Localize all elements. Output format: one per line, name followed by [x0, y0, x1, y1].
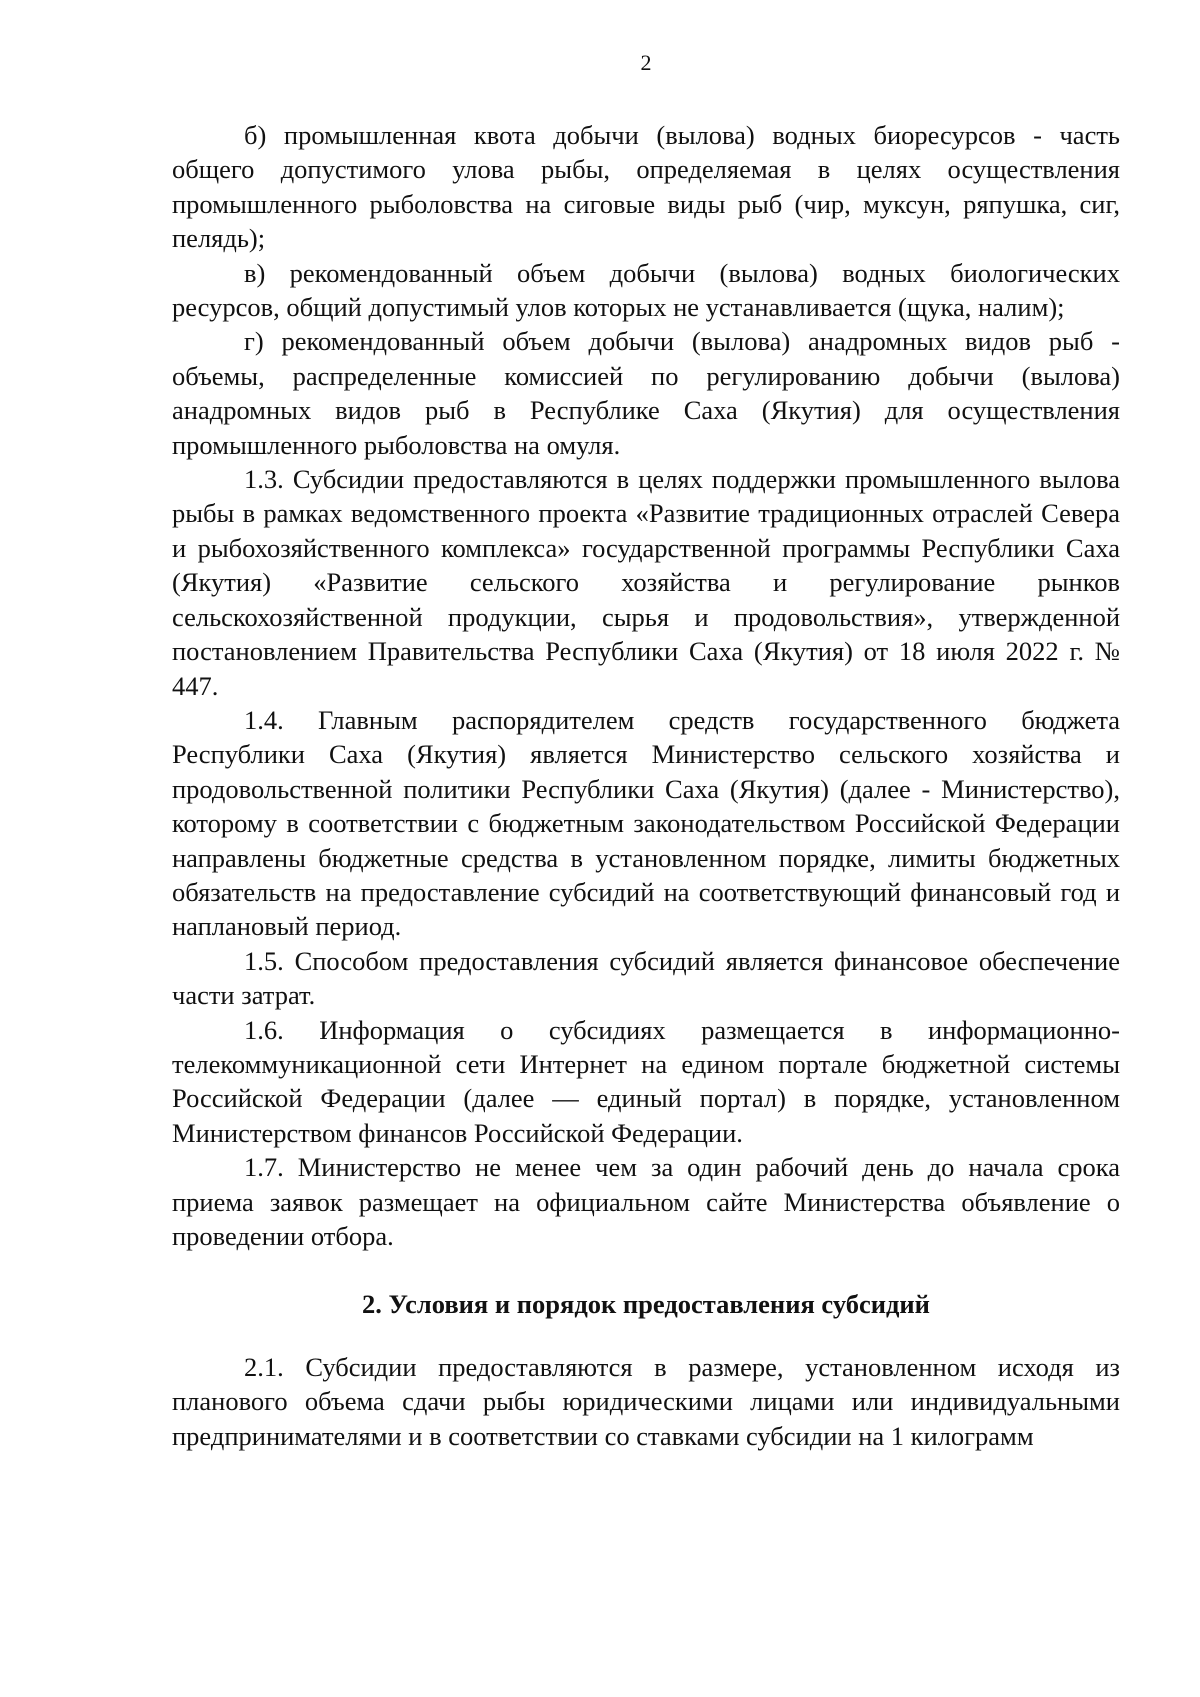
- paragraph-g-anadromous-volume: г) рекомендованный объем добычи (вылова) анадромных видов рыб - объемы, распределенные комиссией по регулированию добычи (вылова) анадромных видов рыб в Республике Саха (Якутия) для осуществления промышленного рыболовства на омуля.: [172, 326, 1120, 460]
- document-body: [172, 118, 1120, 1453]
- paragraph-b-industrial-quota: б) промышленная квота добычи (вылова) водных биоресурсов - часть общего допустимого улова рыбы, определяемая в целях осуществления промышленного рыболовства на сиговые виды рыб (чир, муксун, ряпушка, сиг, пелядь);: [172, 120, 1120, 254]
- section-heading: 2. Условия и порядок предоставления субсидий: [362, 1289, 930, 1320]
- paragraph-1-4: 1.4. Главным распорядителем средств государственного бюджета Республики Саха (Якутия) является Министерство сельского хозяйства и продовольственной политики Республики Саха (Якутия) (далее - Министерство), которому в соответствии с бюджетным законодательством Российской Федерации направлены бюджетные средства в установленном порядке, лимиты бюджетных обязательств на предоставление субсидий на соответствующий финансовый год и наплановый период.: [172, 704, 1120, 942]
- paragraph-1-6: 1.6. Информация о субсидиях размещается в информационно-телекоммуникационной сети Интернет на едином портале бюджетной системы Российской Федерации (далее — единый портал) в порядке, установленном Министерством финансов Российской Федерации.: [172, 1014, 1120, 1148]
- page-number: 2: [640, 50, 652, 75]
- paragraph-1-5: 1.5. Способом предоставления субсидий является финансовое обеспечение части затрат.: [172, 945, 1120, 1011]
- paragraph-v-recommended-volume: в) рекомендованный объем добычи (вылова) водных биологических ресурсов, общий допустимый улов которых не устанавливается (щука, налим);: [172, 257, 1120, 323]
- paragraph-1-7: 1.7. Министерство не менее чем за один рабочий день до начала срока приема заявок размещает на официальном сайте Министерства объявление о проведении отбора.: [172, 1152, 1120, 1251]
- paragraph-1-3: 1.3. Субсидии предоставляются в целях поддержки промышленного вылова рыбы в рамках ведомственного проекта «Развитие традиционных отраслей Севера и рыбохозяйственного комплекса» государственной программы Республики Саха (Якутия) «Развитие сельского хозяйства и регулирование рынков сельскохозяйственной продукции, сырья и продовольствия», утвержденной постановлением Правительства Республики Саха (Якутия) от 18 июля 2022 г. № 447.: [172, 464, 1120, 701]
- paragraph-2-1: 2.1. Субсидии предоставляются в размере, установленном исходя из планового объема сдачи рыбы юридическими лицами или индивидуальными предпринимателями и в соответствии со ставками субсидии на 1 килограмм: [172, 1351, 1120, 1451]
